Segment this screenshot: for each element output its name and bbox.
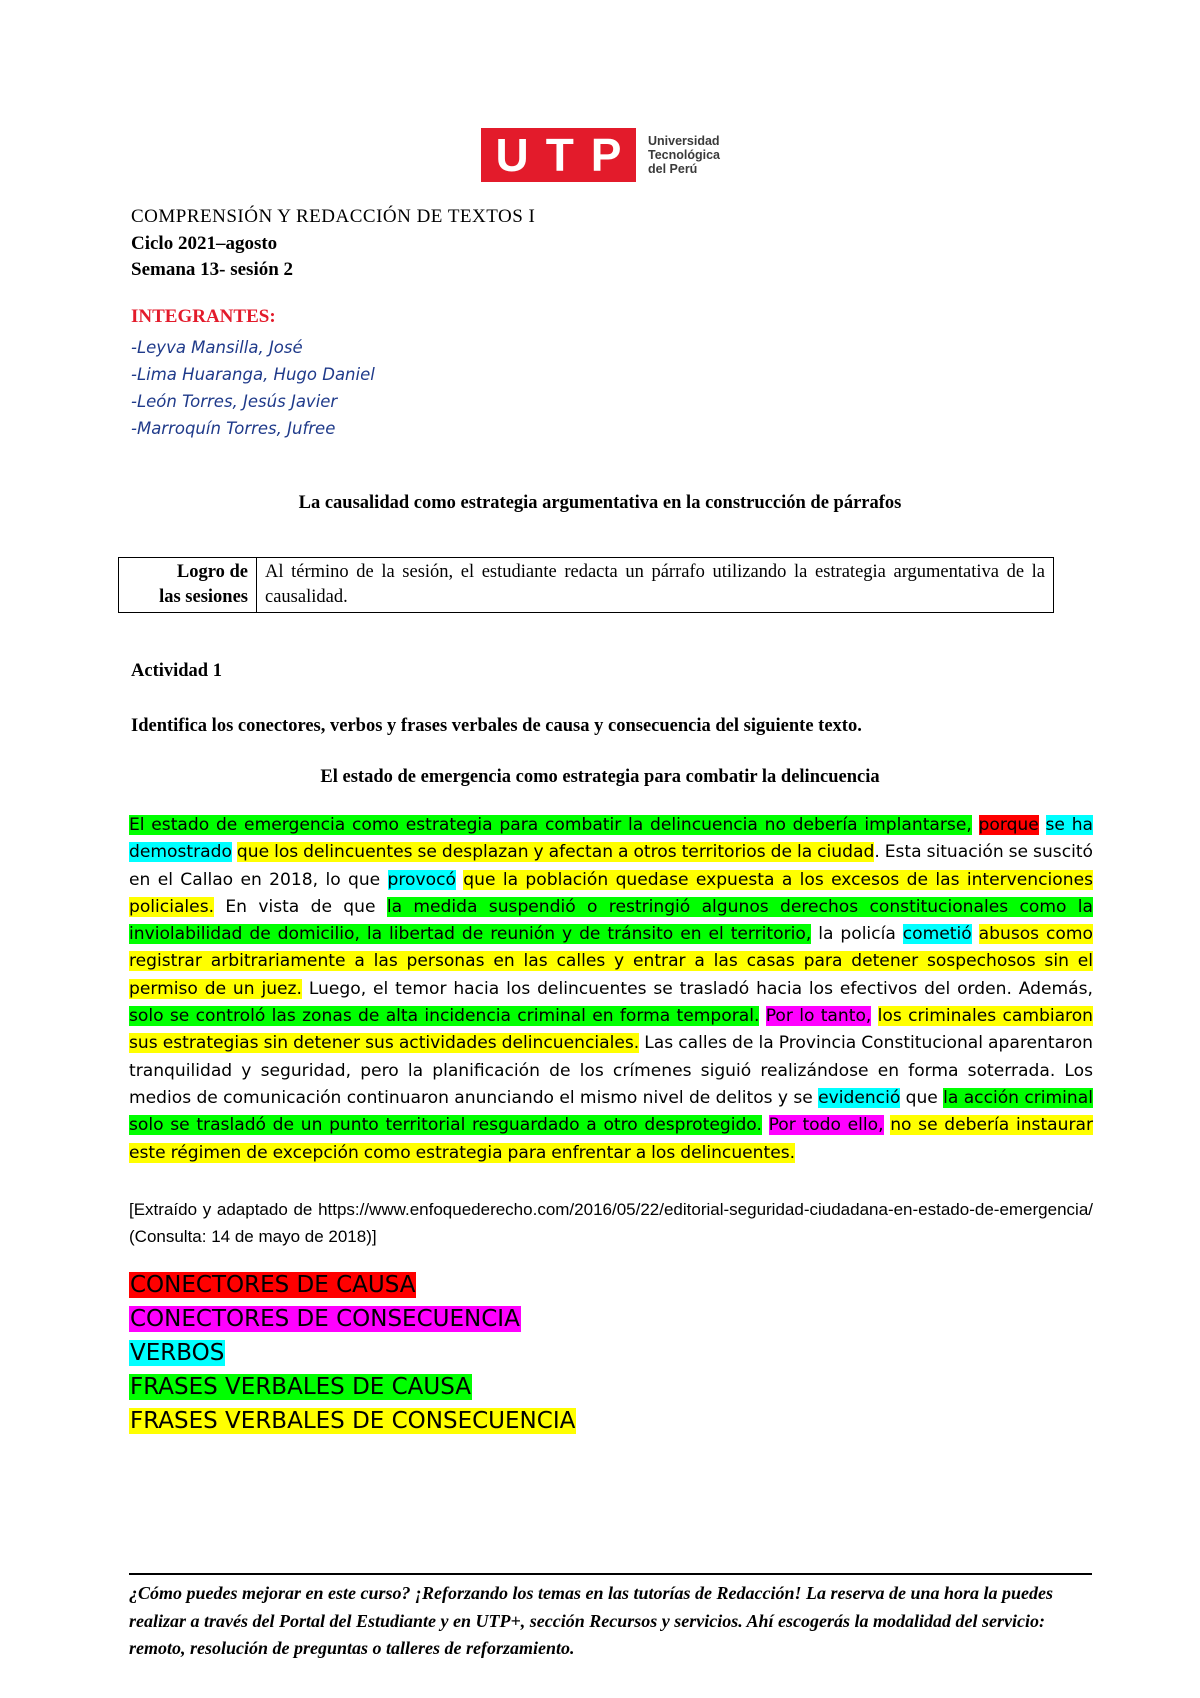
highlight-green: la medida suspendió o restringió algunos derechos constitucionales como la inviolabilidad de domicilio, la libertad de reunión y de tránsito en el territorio, (129, 896, 1093, 945)
text-title: El estado de emergencia como estrategia para combatir la delincuencia (320, 767, 880, 787)
highlight-yellow: abusos como registrar arbitrariamente a las personas en las calles y entrar a las casas para detener sospechosos sin el permiso de un juez. (129, 924, 1093, 999)
legend-item-causa-phrases (129, 1370, 576, 1404)
integrantes-heading: INTEGRANTES: (131, 306, 276, 327)
logo-text-line: Tecnológica (648, 148, 721, 162)
highlight-green: El estado de emergencia como estrategia para combatir la delincuencia no debería implantarse, (129, 815, 972, 835)
member-item: -León Torres, Jesús Javier (131, 392, 338, 411)
legend-label: CONECTORES DE CONSECUENCIA (130, 1306, 520, 1332)
legend-item-consecuencia-connectors (129, 1302, 576, 1336)
paragraph-text (871, 1006, 877, 1026)
highlight-cyan: cometió (902, 924, 972, 945)
highlight-yellow: que los delincuentes se desplazan y afectan a otros territorios de la ciudad (236, 842, 875, 863)
logo-text-line: del Perú (648, 162, 698, 176)
paragraph-text: En vista de que (214, 896, 387, 917)
member-item: -Marroquín Torres, Jufree (131, 419, 336, 438)
legend-item-causa-connectors (129, 1268, 576, 1302)
legend-item-verbos (129, 1336, 576, 1370)
highlight-green: solo se controló las zonas de alta incidencia criminal en forma temporal. (129, 1006, 760, 1027)
legend-label: FRASES VERBALES DE CAUSA (130, 1374, 472, 1400)
session-title: La causalidad como estrategia argumentativa en la construcción de párrafos (298, 493, 902, 513)
week-label: Semana 13- sesión 2 (131, 259, 294, 280)
source-citation: [Extraído y adaptado de https://www.enfoquederecho.com/2016/05/22/editorial-seguridad-ciudadana-en-estado-de-emergencia/ (Consulta: 14 de mayo de 2018)] (129, 1200, 1093, 1246)
highlight-red: porque (978, 815, 1039, 835)
logro-table (118, 557, 1054, 613)
paragraph-text: Luego, el temor hacia los delincuentes se trasladó hacia los efectivos del orden. Además, (301, 978, 1093, 999)
logro-value: Al término de la sesión, el estudiante redacta un párrafo utilizando la estrategia argumentativa de la causalidad. (257, 558, 1054, 613)
logo-letter-u: U (495, 129, 529, 181)
highlight-cyan: provocó (387, 869, 456, 890)
highlight-yellow: que la población quedase expuesta a los excesos de las intervenciones policiales. (129, 869, 1093, 917)
highlighted-paragraph (129, 812, 1093, 1167)
activity-title: Actividad 1 (131, 661, 222, 681)
logo-letter-p: P (590, 129, 622, 181)
paragraph-text: la policía (811, 924, 903, 945)
highlight-magenta: Por todo ello, (768, 1115, 884, 1136)
member-item: -Leyva Mansilla, José (131, 338, 303, 357)
legend-label: FRASES VERBALES DE CONSECUENCIA (130, 1408, 576, 1434)
legend-item-consecuencia-phrases (129, 1404, 576, 1438)
logo-letter-t: T (545, 129, 574, 181)
legend-label: VERBOS (130, 1340, 225, 1366)
logro-label-line: Logro de (176, 562, 248, 582)
member-item: -Lima Huaranga, Hugo Daniel (131, 365, 375, 384)
highlight-magenta: Por lo tanto, (765, 1006, 872, 1027)
footer-note: ¿Cómo puedes mejorar en este curso? ¡Reforzando los temas en las tutorías de Redacción! La reserva de una hora la puedes realizar a través del Portal del Estudiante y en UTP+, sección Recursos y servicios. Ahí escogerás la modalidad del servicio: remoto, resolución de preguntas o talleres de reforzamiento. (129, 1583, 1054, 1658)
paragraph-text (762, 1115, 769, 1135)
highlight-legend (129, 1268, 576, 1438)
paragraph-text (759, 1006, 765, 1026)
activity-instruction: Identifica los conectores, verbos y frases verbales de causa y consecuencia del siguiente texto. (131, 716, 862, 736)
highlight-yellow: no se debería instaurar este régimen de excepción como estrategia para enfrentar a los delincuentes. (129, 1115, 1093, 1163)
highlight-green: la acción criminal solo se trasladó de un punto territorial resguardado a otro desprotegido. (129, 1087, 1093, 1136)
highlight-cyan: evidenció (818, 1087, 901, 1108)
paragraph-text (972, 815, 979, 835)
paragraph-text: . Esta situación se suscitó en el Callao en 2018, lo que (129, 842, 1094, 890)
logro-label (119, 558, 257, 613)
paragraph-text: que (900, 1087, 944, 1108)
cycle-label: Ciclo 2021–agosto (131, 233, 278, 254)
members-list (131, 334, 375, 442)
table-row (119, 558, 1054, 613)
highlight-cyan: se ha demostrado (129, 815, 1094, 863)
logo-text-line: Universidad (648, 134, 720, 148)
highlight-yellow: los criminales cambiaron sus estrategias sin detener sus actividades delincuenciales. (129, 1006, 1093, 1054)
paragraph-text (972, 924, 979, 944)
footer-divider (129, 1573, 1092, 1575)
logo-wordmark (648, 134, 720, 176)
legend-label: CONECTORES DE CAUSA (130, 1272, 416, 1298)
course-title: COMPRENSIÓN Y REDACCIÓN DE TEXTOS I (131, 206, 536, 227)
paragraph-text (1039, 815, 1046, 835)
utp-logo (481, 128, 720, 182)
utp-logo-mark (481, 128, 636, 182)
logro-label-line: las sesiones (159, 587, 248, 607)
paragraph-text: Las calles de la Provincia Constitucional aparentaron tranquilidad y seguridad, pero la planificación de los crímenes siguió realizándose en forma soterrada. Los medios de comunicación continuaron anunciando el mismo nivel de delitos y se (129, 1033, 1093, 1108)
